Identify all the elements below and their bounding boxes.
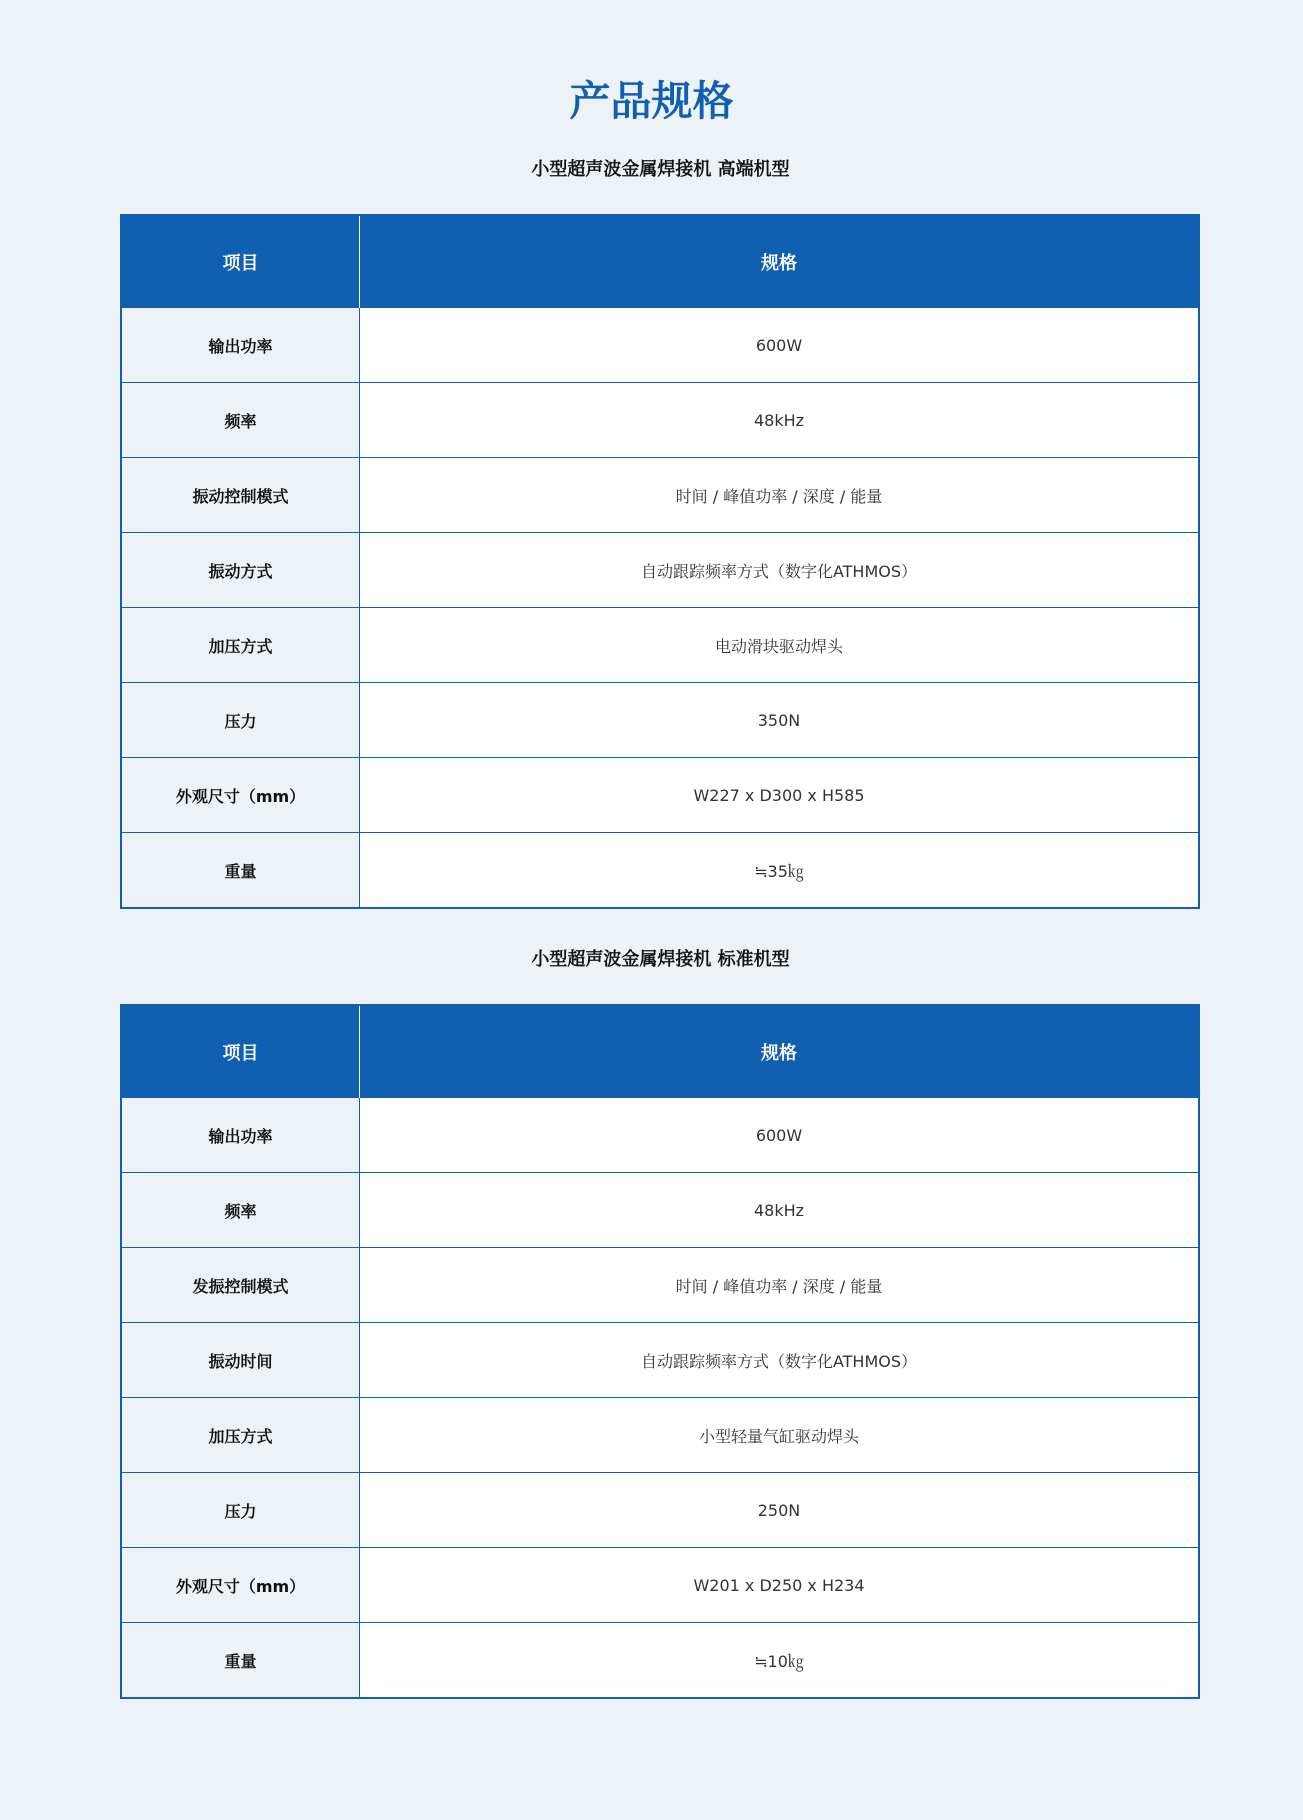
row-value: 电动滑块驱动焊头 [360,608,1200,683]
row-value: 自动跟踪频率方式（数字化ATHMOS） [360,1323,1200,1398]
table-row [121,1473,1199,1548]
row-label: 振动控制模式 [121,458,360,533]
row-label: 压力 [121,1473,360,1548]
row-value: W227 x D300 x H585 [360,758,1200,833]
spec-table-premium [120,214,1200,909]
table-row [121,533,1199,608]
row-label: 发振控制模式 [121,1248,360,1323]
header-item: 项目 [121,215,360,308]
table-row [121,383,1199,458]
row-label: 频率 [121,383,360,458]
row-label: 外观尺寸（mm） [121,758,360,833]
table-row [121,1623,1199,1699]
table-row [121,1248,1199,1323]
row-label: 振动方式 [121,533,360,608]
row-label: 加压方式 [121,1398,360,1473]
table-row [121,1098,1199,1173]
section-title-premium: 小型超声波金属焊接机 高端机型 [531,159,790,180]
row-label: 振动时间 [121,1323,360,1398]
table-row [121,458,1199,533]
row-value: 时间 / 峰值功率 / 深度 / 能量 [360,1248,1200,1323]
row-value: 48kHz [360,383,1200,458]
table-row [121,608,1199,683]
table-row [121,683,1199,758]
table-row [121,758,1199,833]
row-value: 自动跟踪频率方式（数字化ATHMOS） [360,533,1200,608]
row-value: 350N [360,683,1200,758]
row-value: 600W [360,308,1200,383]
row-label: 压力 [121,683,360,758]
table-row [121,833,1199,909]
row-value: W201 x D250 x H234 [360,1548,1200,1623]
table-row [121,1173,1199,1248]
row-value: 600W [360,1098,1200,1173]
row-label: 重量 [121,833,360,909]
row-value: 48kHz [360,1173,1200,1248]
table-row [121,1323,1199,1398]
header-spec: 规格 [360,215,1200,308]
row-label: 加压方式 [121,608,360,683]
table-header-row [121,215,1199,308]
row-value: 时间 / 峰值功率 / 深度 / 能量 [360,458,1200,533]
row-label: 重量 [121,1623,360,1699]
spec-table-standard [120,1004,1200,1699]
row-label: 输出功率 [121,1098,360,1173]
row-label: 频率 [121,1173,360,1248]
header-item: 项目 [121,1005,360,1098]
row-value: ≒35㎏ [360,833,1200,909]
row-value: 250N [360,1473,1200,1548]
table-row [121,1398,1199,1473]
row-label: 输出功率 [121,308,360,383]
row-label: 外观尺寸（mm） [121,1548,360,1623]
table-header-row [121,1005,1199,1098]
row-value: 小型轻量气缸驱动焊头 [360,1398,1200,1473]
table-row [121,308,1199,383]
section-title-standard: 小型超声波金属焊接机 标准机型 [531,949,790,970]
page-title: 产品规格 [569,77,734,125]
table-row [121,1548,1199,1623]
header-spec: 规格 [360,1005,1200,1098]
row-value: ≒10㎏ [360,1623,1200,1699]
